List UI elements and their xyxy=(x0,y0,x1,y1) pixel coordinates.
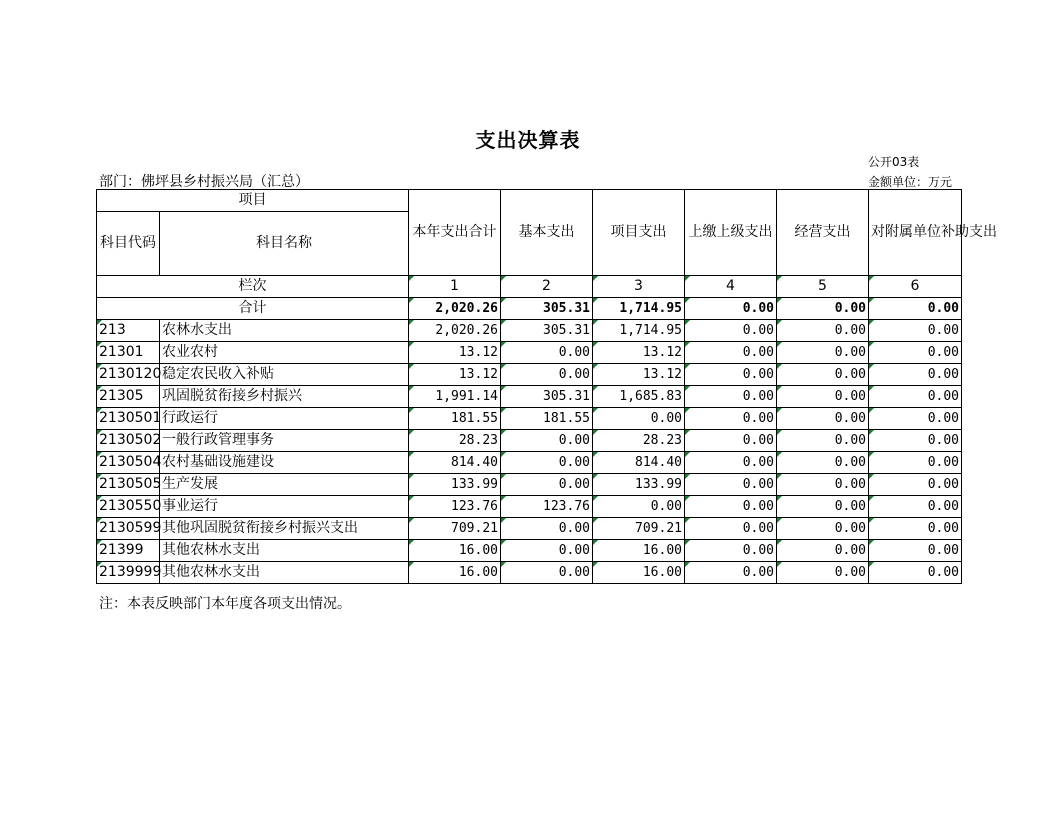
amount-cell: 1,991.14 xyxy=(409,386,501,408)
amount-cell: 181.55 xyxy=(501,408,593,430)
subject-name-cell: 其他巩固脱贫衔接乡村振兴支出 xyxy=(160,518,409,540)
amount-unit-label: 金额单位：万元 xyxy=(868,175,953,189)
column-number: 5 xyxy=(777,276,869,298)
amount-cell: 0.00 xyxy=(501,364,593,386)
amount-cell: 0.00 xyxy=(869,430,962,452)
total-cell: 305.31 xyxy=(501,298,593,320)
header-item: 项目 xyxy=(97,190,409,212)
subject-code-cell: 21305 xyxy=(97,386,160,408)
amount-cell: 0.00 xyxy=(869,320,962,342)
column-number: 3 xyxy=(593,276,685,298)
amount-cell: 0.00 xyxy=(869,474,962,496)
amount-cell: 305.31 xyxy=(501,386,593,408)
amount-cell: 123.76 xyxy=(409,496,501,518)
amount-cell: 0.00 xyxy=(777,452,869,474)
amount-cell: 1,714.95 xyxy=(593,320,685,342)
amount-cell: 13.12 xyxy=(409,364,501,386)
table-row xyxy=(97,364,962,386)
header-col5: 经营支出 xyxy=(777,190,869,276)
column-number: 4 xyxy=(685,276,777,298)
amount-cell: 181.55 xyxy=(409,408,501,430)
amount-cell: 0.00 xyxy=(777,474,869,496)
amount-cell: 0.00 xyxy=(777,430,869,452)
amount-cell: 0.00 xyxy=(869,518,962,540)
table-row xyxy=(97,320,962,342)
column-number: 1 xyxy=(409,276,501,298)
subject-code-cell: 213 xyxy=(97,320,160,342)
amount-cell: 0.00 xyxy=(685,474,777,496)
amount-cell: 0.00 xyxy=(869,496,962,518)
page-title: 支出决算表 xyxy=(475,128,581,152)
amount-cell: 0.00 xyxy=(869,408,962,430)
amount-cell: 0.00 xyxy=(869,452,962,474)
amount-cell: 0.00 xyxy=(501,518,593,540)
table-row xyxy=(97,540,962,562)
column-number: 6 xyxy=(869,276,962,298)
amount-cell: 28.23 xyxy=(409,430,501,452)
table-row xyxy=(97,430,962,452)
subject-name-cell: 农业农村 xyxy=(160,342,409,364)
column-number-row xyxy=(97,276,962,298)
subject-name-cell: 行政运行 xyxy=(160,408,409,430)
amount-cell: 0.00 xyxy=(685,518,777,540)
total-cell: 1,714.95 xyxy=(593,298,685,320)
table-row xyxy=(97,562,962,584)
amount-cell: 0.00 xyxy=(777,562,869,584)
subject-code-cell: 2130599 xyxy=(97,518,160,540)
amount-cell: 0.00 xyxy=(593,496,685,518)
subject-code-cell: 2130504 xyxy=(97,452,160,474)
table-row xyxy=(97,386,962,408)
table-row xyxy=(97,408,962,430)
subject-code-cell: 21301 xyxy=(97,342,160,364)
amount-cell: 0.00 xyxy=(685,320,777,342)
subject-code-cell: 2130502 xyxy=(97,430,160,452)
amount-cell: 123.76 xyxy=(501,496,593,518)
amount-cell: 0.00 xyxy=(869,386,962,408)
amount-cell: 0.00 xyxy=(777,342,869,364)
amount-cell: 0.00 xyxy=(869,364,962,386)
amount-cell: 0.00 xyxy=(777,540,869,562)
subject-code-cell: 2130505 xyxy=(97,474,160,496)
amount-cell: 16.00 xyxy=(593,562,685,584)
amount-cell: 709.21 xyxy=(409,518,501,540)
header-col1: 本年支出合计 xyxy=(409,190,501,276)
amount-cell: 0.00 xyxy=(685,452,777,474)
total-cell: 0.00 xyxy=(685,298,777,320)
amount-cell: 0.00 xyxy=(685,496,777,518)
column-number: 2 xyxy=(501,276,593,298)
amount-cell: 28.23 xyxy=(593,430,685,452)
header-row-item xyxy=(97,190,962,212)
header-col6: 对附属单位补助支出 xyxy=(869,190,962,276)
amount-cell: 16.00 xyxy=(409,540,501,562)
total-cell: 0.00 xyxy=(869,298,962,320)
amount-cell: 814.40 xyxy=(593,452,685,474)
table-row xyxy=(97,474,962,496)
total-label: 合计 xyxy=(97,298,409,320)
subject-name-cell: 其他农林水支出 xyxy=(160,540,409,562)
subject-code-cell: 21399 xyxy=(97,540,160,562)
footnote: 注：本表反映部门本年度各项支出情况。 xyxy=(99,596,351,612)
amount-cell: 0.00 xyxy=(501,474,593,496)
amount-cell: 0.00 xyxy=(685,342,777,364)
subject-code-cell: 2139999 xyxy=(97,562,160,584)
subject-name-cell: 一般行政管理事务 xyxy=(160,430,409,452)
amount-cell: 0.00 xyxy=(685,408,777,430)
subject-name-cell: 农林水支出 xyxy=(160,320,409,342)
department-label: 部门：佛坪县乡村振兴局（汇总） xyxy=(99,174,309,190)
subject-name-cell: 生产发展 xyxy=(160,474,409,496)
subject-name-cell: 巩固脱贫衔接乡村振兴 xyxy=(160,386,409,408)
amount-cell: 0.00 xyxy=(777,408,869,430)
amount-cell: 16.00 xyxy=(409,562,501,584)
amount-cell: 0.00 xyxy=(685,430,777,452)
subject-code-cell: 2130550 xyxy=(97,496,160,518)
amount-cell: 133.99 xyxy=(409,474,501,496)
header-code: 科目代码 xyxy=(97,212,160,276)
amount-cell: 0.00 xyxy=(777,364,869,386)
table-row xyxy=(97,518,962,540)
subject-name-cell: 农村基础设施建设 xyxy=(160,452,409,474)
amount-cell: 0.00 xyxy=(869,540,962,562)
amount-cell: 1,685.83 xyxy=(593,386,685,408)
amount-cell: 0.00 xyxy=(501,430,593,452)
subject-code-cell: 2130120 xyxy=(97,364,160,386)
amount-cell: 0.00 xyxy=(685,562,777,584)
expenditure-table xyxy=(96,189,997,584)
table-row xyxy=(97,452,962,474)
amount-cell: 13.12 xyxy=(593,364,685,386)
amount-cell: 0.00 xyxy=(593,408,685,430)
amount-cell: 814.40 xyxy=(409,452,501,474)
table-row xyxy=(97,342,962,364)
amount-cell: 0.00 xyxy=(869,342,962,364)
amount-cell: 0.00 xyxy=(777,496,869,518)
amount-cell: 133.99 xyxy=(593,474,685,496)
amount-cell: 0.00 xyxy=(777,518,869,540)
subject-name-cell: 事业运行 xyxy=(160,496,409,518)
amount-cell: 0.00 xyxy=(685,364,777,386)
amount-cell: 16.00 xyxy=(593,540,685,562)
amount-cell: 0.00 xyxy=(777,386,869,408)
amount-cell: 13.12 xyxy=(409,342,501,364)
total-row xyxy=(97,298,962,320)
form-number: 公开03表 xyxy=(868,155,920,169)
subject-name-cell: 稳定农民收入补贴 xyxy=(160,364,409,386)
amount-cell: 0.00 xyxy=(501,342,593,364)
row-number-label: 栏次 xyxy=(97,276,409,298)
header-col4: 上缴上级支出 xyxy=(685,190,777,276)
amount-cell: 2,020.26 xyxy=(409,320,501,342)
amount-cell: 0.00 xyxy=(501,562,593,584)
subject-name-cell: 其他农林水支出 xyxy=(160,562,409,584)
amount-cell: 0.00 xyxy=(869,562,962,584)
amount-cell: 709.21 xyxy=(593,518,685,540)
table-row xyxy=(97,496,962,518)
amount-cell: 13.12 xyxy=(593,342,685,364)
amount-cell: 0.00 xyxy=(501,540,593,562)
subject-code-cell: 2130501 xyxy=(97,408,160,430)
header-col3: 项目支出 xyxy=(593,190,685,276)
total-cell: 2,020.26 xyxy=(409,298,501,320)
header-name: 科目名称 xyxy=(160,212,409,276)
header-col2: 基本支出 xyxy=(501,190,593,276)
amount-cell: 305.31 xyxy=(501,320,593,342)
amount-cell: 0.00 xyxy=(777,320,869,342)
amount-cell: 0.00 xyxy=(685,540,777,562)
amount-cell: 0.00 xyxy=(685,386,777,408)
total-cell: 0.00 xyxy=(777,298,869,320)
amount-cell: 0.00 xyxy=(501,452,593,474)
